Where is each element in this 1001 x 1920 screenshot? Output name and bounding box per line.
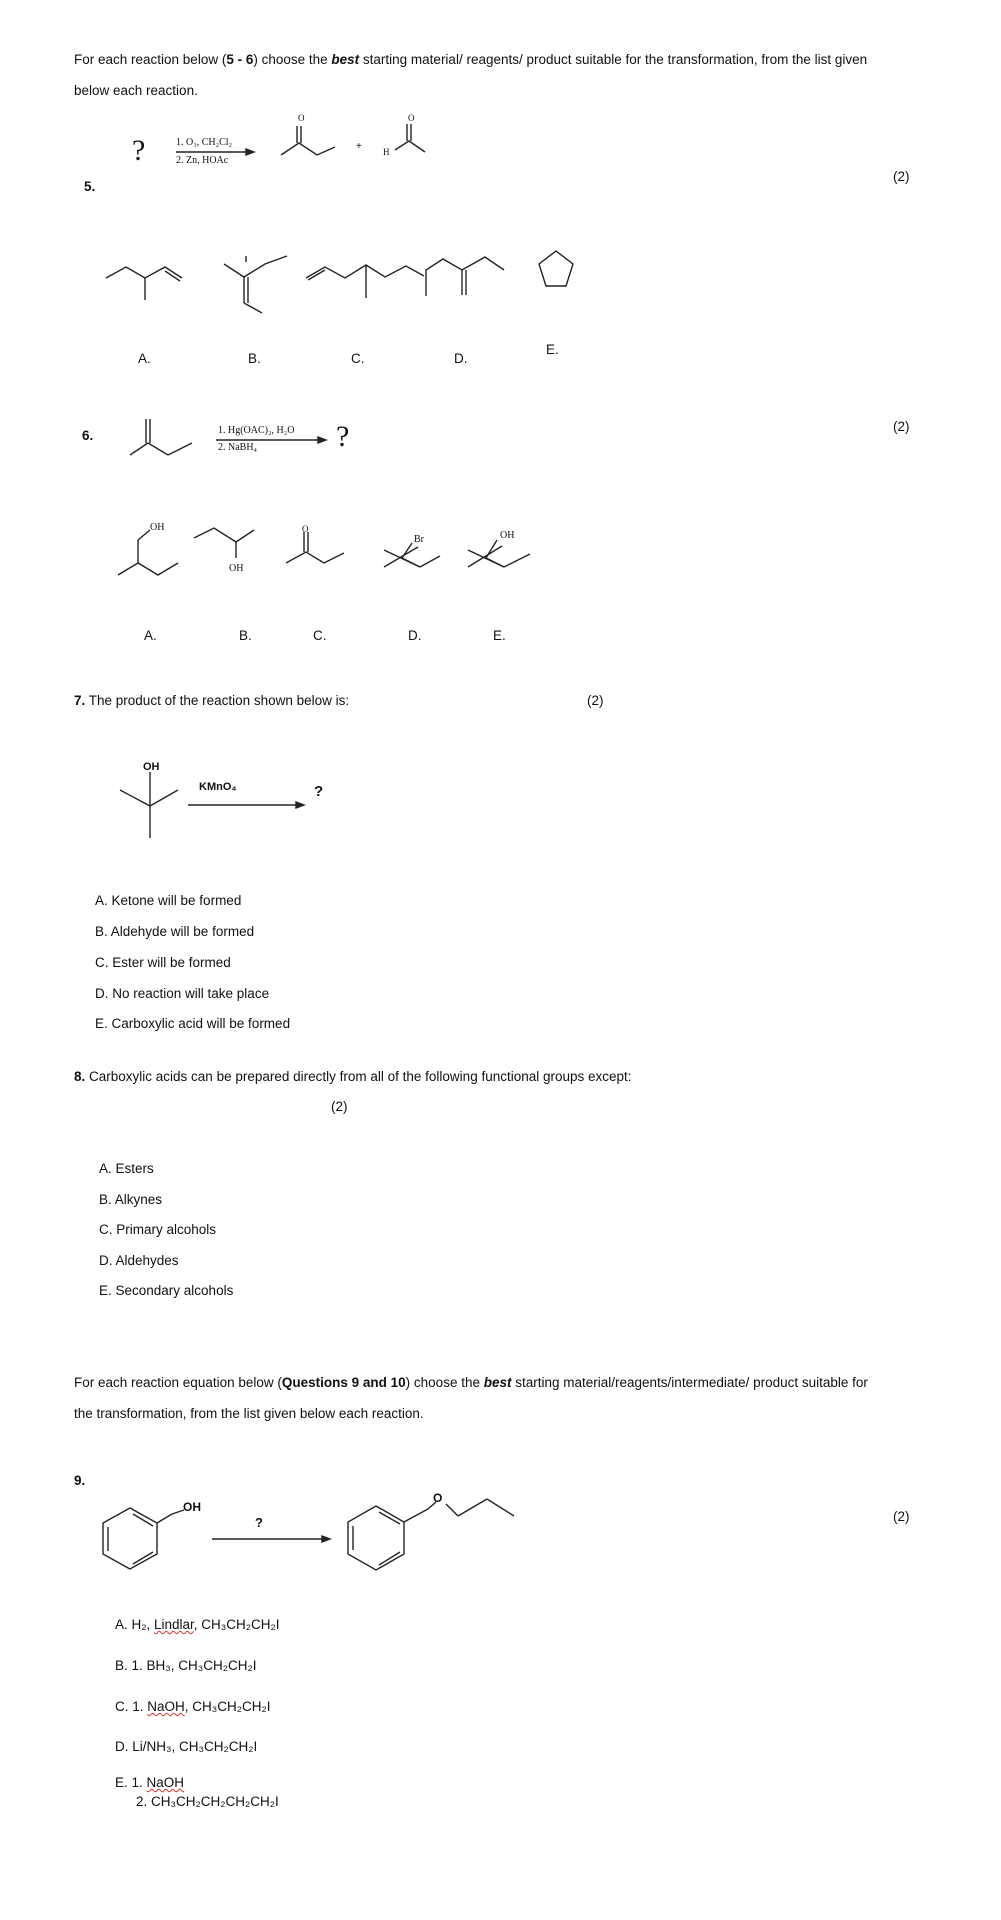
q7-question-mark: ?	[314, 783, 324, 800]
q5-question-mark: ?	[132, 134, 146, 167]
q5-arrow	[176, 149, 254, 155]
intro-best: best	[331, 52, 360, 67]
q6-b-oh-label: OH	[229, 563, 244, 574]
q9-choice-e-line2: 2. CH₃CH₂CH₂CH₂CH₂I	[136, 1794, 279, 1809]
q5-h-label: H	[383, 147, 390, 157]
q6-option-a-structure	[118, 530, 178, 575]
q6-option-c-structure	[286, 532, 344, 563]
q6-c-o-label: O	[302, 524, 309, 534]
q7-arrow	[188, 802, 304, 808]
q6-number: 6.	[82, 428, 94, 443]
q7-oh-label: OH	[143, 761, 160, 773]
q9-o-label: O	[433, 1491, 443, 1505]
q6-reagent-1: 1. Hg(OAC)₂, H₂O	[218, 425, 295, 436]
intro-text: For each reaction below (	[74, 52, 227, 67]
q6-question-mark: ?	[336, 420, 350, 453]
intro-text: ) choose the	[253, 52, 332, 67]
q5-reagent-2: 2. Zn, HOAc	[176, 155, 229, 166]
intro-range: 5 - 6	[226, 52, 254, 67]
intro-best: best	[483, 1375, 512, 1390]
choice-text: A. H₂,	[115, 1617, 154, 1632]
q6-marks: (2)	[893, 419, 910, 434]
q7-marks: (2)	[587, 693, 604, 708]
q7-tert-butanol	[120, 772, 178, 838]
q9-number: 9.	[74, 1473, 86, 1488]
q9-arrow	[212, 1536, 330, 1542]
choice-text: E. 1.	[115, 1775, 147, 1790]
q6-arrow	[216, 437, 326, 443]
q5-o-label-2: O	[408, 113, 415, 123]
q9-benzyl-alcohol	[103, 1508, 184, 1569]
q5-number: 5.	[84, 179, 96, 194]
q6-d-br-label: Br	[414, 534, 424, 545]
intro-text: For each reaction equation below (	[74, 1375, 282, 1390]
q7-choice-e[interactable]: E. Carboxylic acid will be formed	[95, 1016, 291, 1031]
q7-choice-c[interactable]: C. Ester will be formed	[95, 955, 231, 970]
choice-text: NaOH	[147, 1699, 185, 1714]
q9-marks: (2)	[893, 1509, 910, 1524]
q5-marks: (2)	[893, 169, 910, 184]
choice-text: Lindlar	[154, 1617, 194, 1632]
q5-option-e-structure	[539, 251, 573, 286]
intro-9-10-line2: the transformation, from the list given below each reaction.	[74, 1406, 424, 1421]
q5-option-e[interactable]: E.	[546, 342, 559, 357]
intro-text: starting material/ reagents/ product suitable for the transformation, from the list given	[359, 52, 868, 67]
q5-option-b[interactable]: B.	[248, 351, 261, 366]
q5-option-a[interactable]: A.	[138, 351, 151, 366]
q5-reagent-1: 1. O₃, CH₂Cl₂	[176, 137, 233, 148]
q9-oh-label: OH	[183, 1500, 201, 1514]
q6-option-b[interactable]: B.	[239, 628, 252, 643]
q7-text: The product of the reaction shown below is:	[85, 693, 350, 708]
q6-option-e[interactable]: E.	[493, 628, 506, 643]
choice-text: , CH₃CH₂CH₂I	[193, 1617, 280, 1632]
q5-o-label-1: O	[298, 113, 305, 123]
q5-product-acetaldehyde	[395, 124, 425, 152]
q5-option-c[interactable]: C.	[351, 351, 365, 366]
q5-option-a-structure	[106, 267, 182, 300]
q6-option-c[interactable]: C.	[313, 628, 327, 643]
q8-choice-d[interactable]: D. Aldehydes	[99, 1253, 179, 1268]
q9-benzyl-propyl-ether	[348, 1499, 514, 1570]
q7-reagent: KMnO₄	[199, 781, 237, 793]
choice-text: , CH₃CH₂CH₂I	[184, 1699, 271, 1714]
q9-question-mark: ?	[255, 1515, 263, 1530]
intro-range: Questions 9 and 10	[281, 1375, 406, 1390]
q6-option-e-structure	[468, 540, 530, 567]
q5-product-butanone	[281, 126, 335, 155]
q6-starting-alkene	[130, 419, 192, 455]
q6-option-d-structure	[384, 543, 440, 567]
q5-option-b-structure	[224, 256, 287, 313]
q8-choice-c[interactable]: C. Primary alcohols	[99, 1222, 217, 1237]
q6-e-oh-label: OH	[500, 530, 515, 541]
q8-choice-e[interactable]: E. Secondary alcohols	[99, 1283, 234, 1298]
q7-choice-b[interactable]: B. Aldehyde will be formed	[95, 924, 255, 939]
q9-choice-b[interactable]: B. 1. BH₃, CH₃CH₂CH₂I	[115, 1658, 257, 1673]
q8-choice-b[interactable]: B. Alkynes	[99, 1192, 163, 1207]
choice-text: NaOH	[146, 1775, 185, 1790]
intro-5-6-line2: below each reaction.	[74, 83, 198, 98]
q6-option-d[interactable]: D.	[408, 628, 422, 643]
q8-marks: (2)	[331, 1099, 348, 1114]
q7-choice-d[interactable]: D. No reaction will take place	[95, 986, 270, 1001]
choice-text: C. 1.	[115, 1699, 148, 1714]
q6-option-b-structure	[194, 528, 254, 558]
intro-text: starting material/reagents/intermediate/ product suitable for	[511, 1375, 868, 1390]
q7-number: 7.	[74, 693, 86, 708]
q5-option-c-structure	[306, 265, 424, 298]
q5-option-d[interactable]: D.	[454, 351, 468, 366]
q6-reagent-2: 2. NaBH₄	[218, 442, 258, 453]
q5-option-d-structure	[426, 257, 504, 296]
q5-plus: +	[356, 141, 362, 152]
q6-option-a[interactable]: A.	[144, 628, 157, 643]
q8-text: Carboxylic acids can be prepared directly from all of the following functional groups except:	[85, 1069, 632, 1084]
q8-number: 8.	[74, 1069, 86, 1084]
intro-text: ) choose the	[405, 1375, 484, 1390]
q9-choice-d[interactable]: D. Li/NH₃, CH₃CH₂CH₂I	[115, 1739, 258, 1754]
q8-choice-a[interactable]: A. Esters	[99, 1161, 154, 1176]
q7-choice-a[interactable]: A. Ketone will be formed	[95, 893, 242, 908]
q6-a-oh-label: OH	[150, 522, 165, 533]
